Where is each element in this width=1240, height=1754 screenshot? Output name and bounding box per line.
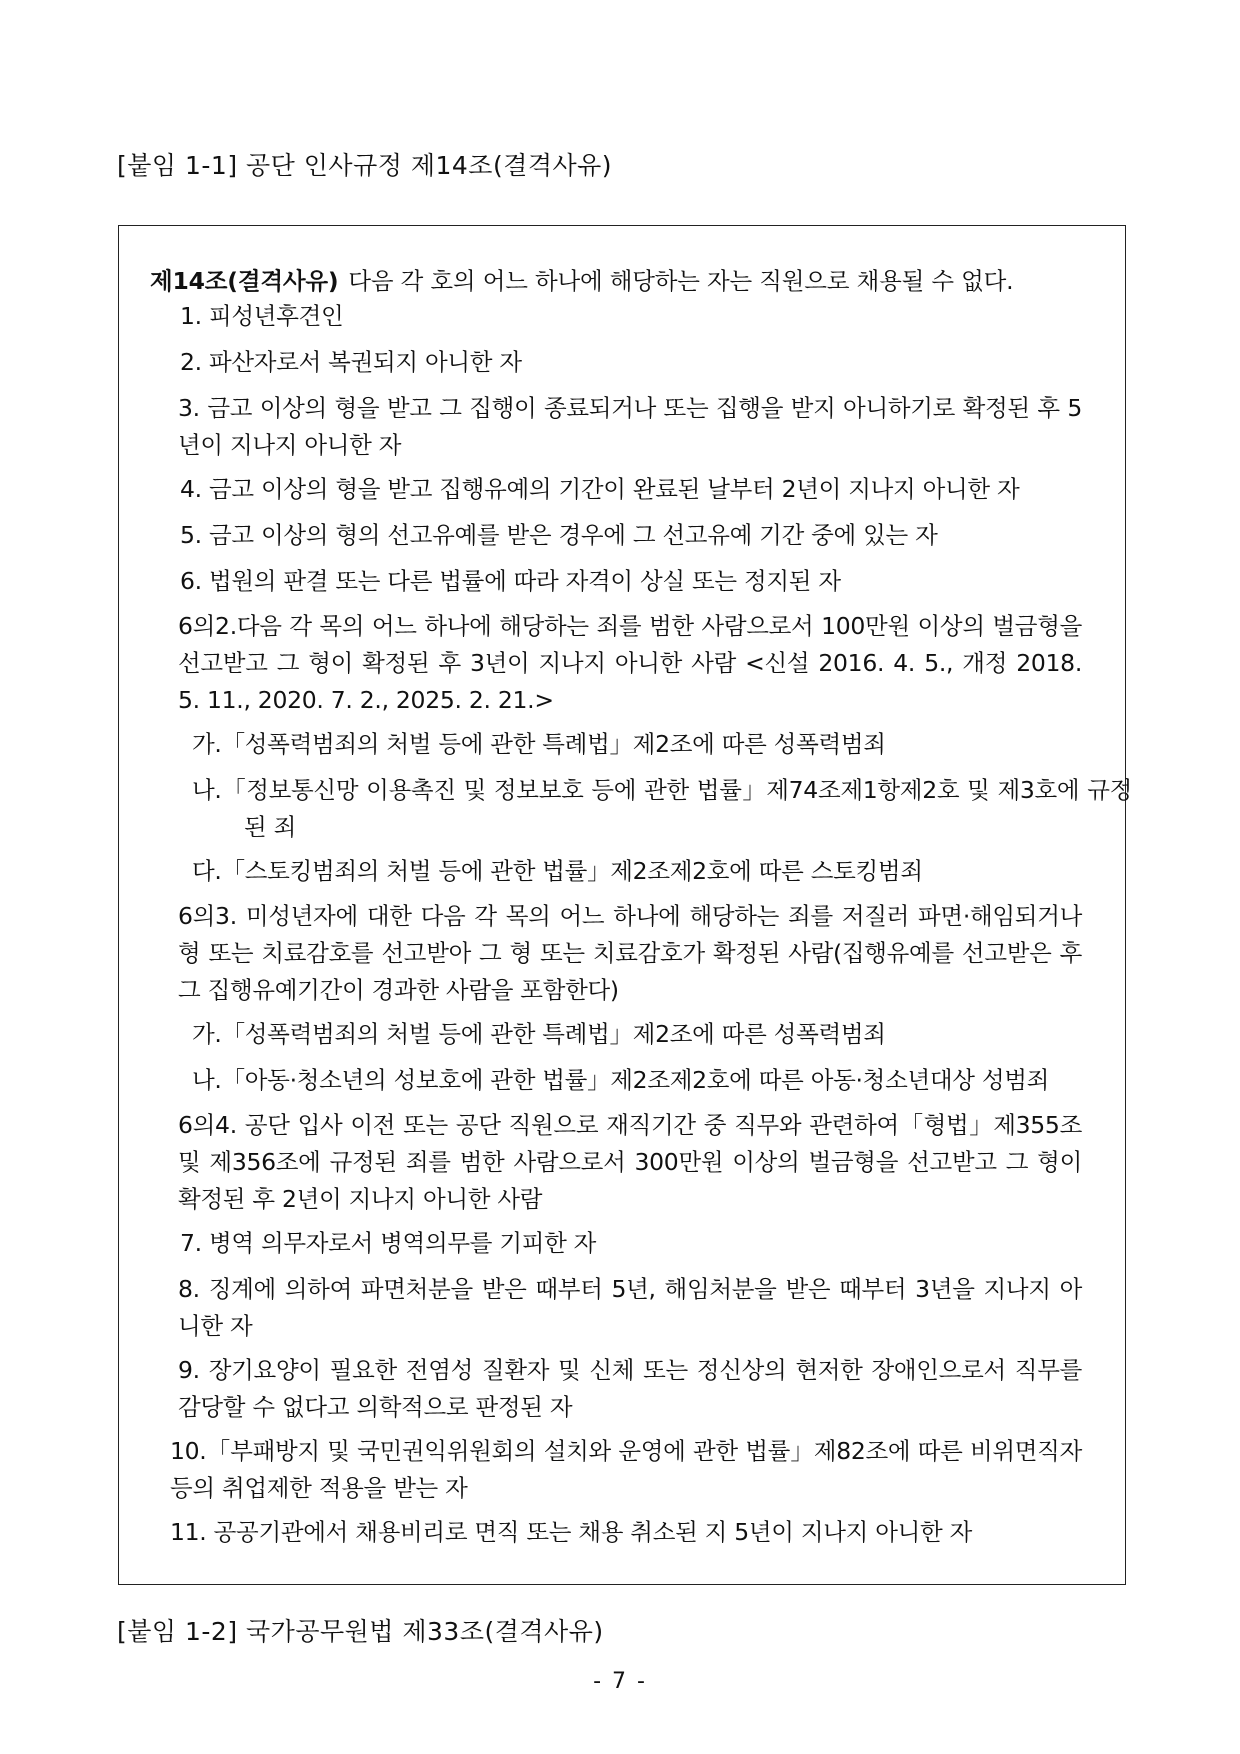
- article-title: 제14조(결격사유): [150, 267, 339, 295]
- item-2: 2. 파산자로서 복권되지 아니한 자: [180, 348, 522, 376]
- article-lead: 다음 각 호의 어느 하나에 해당하는 자는 직원으로 채용될 수 없다.: [348, 267, 1014, 295]
- item-11: 11. 공공기관에서 채용비리로 면직 또는 채용 취소된 지 5년이 지나지 아니한 자: [170, 1518, 973, 1546]
- item-4: 4. 금고 이상의 형을 받고 집행유예의 기간이 완료된 날부터 2년이 지나지 아니한 자: [180, 475, 1020, 503]
- item-6-2-na: 나.「정보통신망 이용촉진 및 정보보호 등에 관한 법률」제74조제1항제2호 및 제3호에 규정된 죄: [192, 776, 1132, 841]
- item-6-2: 6의2.다음 각 목의 어느 하나에 해당하는 죄를 범한 사람으로서 100만원 이상의 벌금형을 선고받고 그 형이 확정된 후 3년이 지나지 아니한 사람 <신설 2016. 4. 5., 개정 2018. 5. 11., 2020. 7. 2., 2025. 2. 21.>: [178, 612, 1082, 714]
- item-7: 7. 병역 의무자로서 병역의무를 기피한 자: [180, 1229, 597, 1257]
- item-3: 3. 금고 이상의 형을 받고 그 집행이 종료되거나 또는 집행을 받지 아니하기로 확정된 후 5년이 지나지 아니한 자: [178, 394, 1082, 459]
- item-6-2-da: 다.「스토킹범죄의 처벌 등에 관한 법률」제2조제2호에 따른 스토킹범죄: [192, 857, 923, 885]
- attachment-heading-1-1: [붙임 1-1] 공단 인사규정 제14조(결격사유): [117, 151, 613, 180]
- item-9: 9. 장기요양이 필요한 전염성 질환자 및 신체 또는 정신상의 현저한 장애인으로서 직무를 감당할 수 없다고 의학적으로 판정된 자: [178, 1356, 1082, 1421]
- item-1: 1. 피성년후견인: [180, 302, 344, 330]
- item-6-3-ga: 가.「성폭력범죄의 처벌 등에 관한 특례법」제2조에 따른 성폭력범죄: [192, 1020, 886, 1048]
- item-6: 6. 법원의 판결 또는 다른 법률에 따라 자격이 상실 또는 정지된 자: [180, 567, 841, 595]
- item-8: 8. 징계에 의하여 파면처분을 받은 때부터 5년, 해임처분을 받은 때부터 3년을 지나지 아니한 자: [178, 1275, 1082, 1340]
- item-6-4: 6의4. 공단 입사 이전 또는 공단 직원으로 재직기간 중 직무와 관련하여「형법」제355조 및 제356조에 규정된 죄를 범한 사람으로서 300만원 이상의 벌금형을 선고받고 그 형이 확정된 후 2년이 지나지 아니한 사람: [178, 1111, 1082, 1213]
- item-5: 5. 금고 이상의 형의 선고유예를 받은 경우에 그 선고유예 기간 중에 있는 자: [180, 521, 938, 549]
- attachment-heading-1-2: [붙임 1-2] 국가공무원법 제33조(결격사유): [117, 1617, 604, 1646]
- article-header: [150, 262, 1090, 296]
- page-number: - 7 -: [593, 1669, 647, 1694]
- item-6-2-ga: 가.「성폭력범죄의 처벌 등에 관한 특례법」제2조에 따른 성폭력범죄: [192, 730, 886, 758]
- item-10: 10.「부패방지 및 국민권익위원회의 설치와 운영에 관한 법률」제82조에 따른 비위면직자 등의 취업제한 적용을 받는 자: [170, 1437, 1082, 1502]
- item-6-3: 6의3. 미성년자에 대한 다음 각 목의 어느 하나에 해당하는 죄를 저질러 파면·해임되거나 형 또는 치료감호를 선고받아 그 형 또는 치료감호가 확정된 사람(집행유예를 선고받은 후 그 집행유예기간이 경과한 사람을 포함한다): [178, 902, 1082, 1004]
- item-6-3-na: 나.「아동·청소년의 성보호에 관한 법률」제2조제2호에 따른 아동·청소년대상 성범죄: [192, 1066, 1050, 1094]
